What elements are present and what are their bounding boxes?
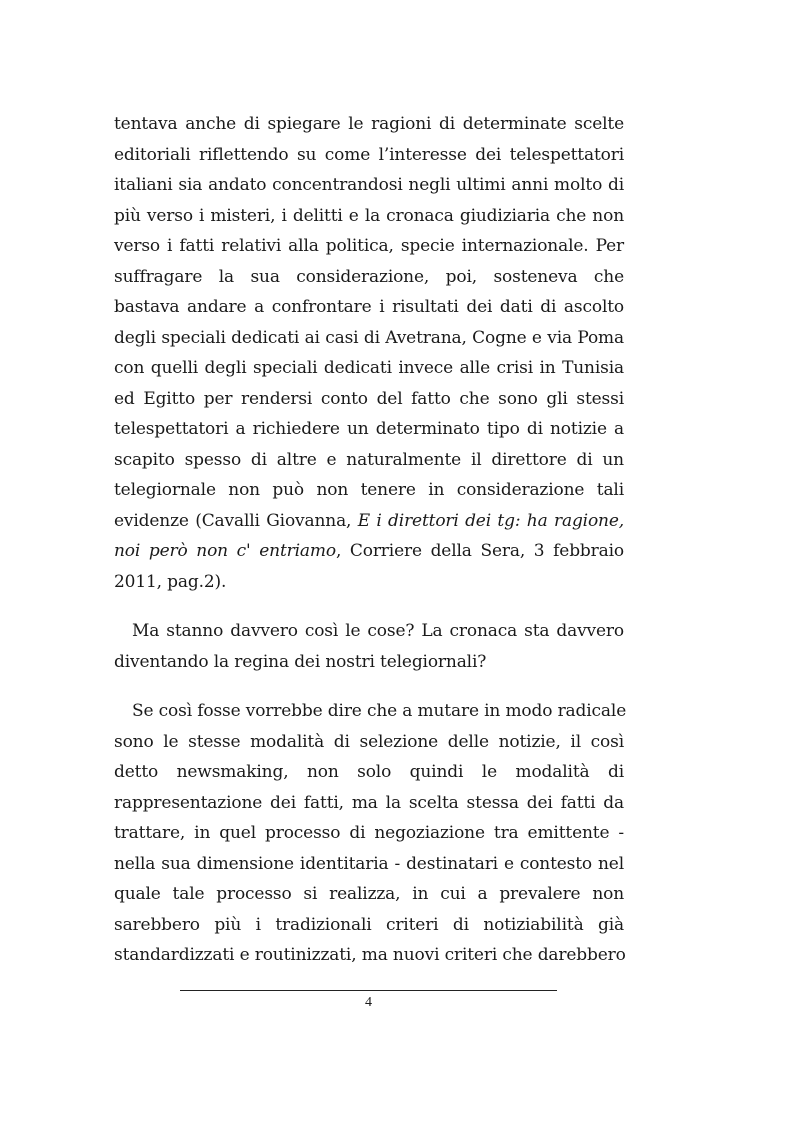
- paragraph-line: più verso i misteri, i delitti e la cronaca giudiziaria che non: [114, 205, 624, 226]
- citation-prefix: evidenze (Cavalli Giovanna,: [114, 510, 358, 531]
- footer-rule: [180, 990, 557, 991]
- citation-line: [114, 536, 624, 567]
- paragraph-line: nella sua dimensione identitaria - destinatari e contesto nel: [114, 853, 624, 874]
- paragraph-line: editoriali riflettendo su come l’interesse dei telespettatori: [114, 144, 624, 165]
- citation-line: [114, 506, 624, 537]
- paragraph-line: 2011, pag.2).: [114, 571, 227, 592]
- paragraph-line: trattare, in quel processo di negoziazione tra emittente -: [114, 823, 624, 843]
- citation-title-part-2: noi però non c' entriamo: [114, 541, 336, 561]
- paragraph-line: con quelli degli speciali dedicati invece alle crisi in Tunisia: [114, 358, 624, 378]
- paragraph-line: diventando la regina dei nostri telegiornali?: [114, 651, 487, 672]
- paragraph-line: telespettatori a richiedere un determinato tipo di notizie a: [114, 419, 624, 439]
- paragraph-line: scapito spesso di altre e naturalmente il direttore di un: [114, 449, 624, 470]
- paragraph-line: telegiornale non può non tenere in considerazione tali: [114, 480, 624, 500]
- paragraph-line: rappresentazione dei fatti, ma la scelta stessa dei fatti da: [114, 792, 624, 813]
- citation-source: , Corriere della Sera, 3 febbraio: [335, 541, 624, 561]
- paragraph-line: Ma stanno davvero così le cose? La cronaca sta davvero: [132, 621, 624, 641]
- citation-title-part-1: E i direttori dei tg: ha ragione,: [357, 510, 625, 531]
- paragraph-line: quale tale processo si realizza, in cui a prevalere non: [114, 884, 624, 904]
- paragraph-line: standardizzati e routinizzati, ma nuovi criteri che darebbero: [114, 945, 626, 965]
- paragraph-line: sono le stesse modalità di selezione delle notizie, il così: [114, 731, 624, 752]
- paragraph-line: detto newsmaking, non solo quindi le modalità di: [114, 762, 624, 782]
- paragraph-line: ed Egitto per rendersi conto del fatto che sono gli stessi: [114, 388, 624, 409]
- paragraph-line: bastava andare a confrontare i risultati dei dati di ascolto: [114, 297, 624, 317]
- paragraph-3: [114, 696, 627, 971]
- paragraph-line: italiani sia andato concentrandosi negli ultimi anni molto di: [114, 175, 624, 195]
- paragraph-line: verso i fatti relativi alla politica, specie internazionale. Per: [114, 236, 624, 256]
- paragraph-line: Se così fosse vorrebbe dire che a mutare in modo radicale: [132, 701, 627, 721]
- paragraph-2: [114, 616, 624, 677]
- paragraph-line: sarebbero più i tradizionali criteri di notiziabilità già: [114, 914, 624, 935]
- paragraph-line: tentava anche di spiegare le ragioni di determinate scelte: [114, 114, 624, 134]
- paragraph-1: [114, 109, 624, 597]
- paragraph-line: suffragare la sua considerazione, poi, sosteneva che: [114, 266, 624, 287]
- paragraph-line: degli speciali dedicati ai casi di Avetrana, Cogne e via Poma: [114, 327, 624, 348]
- page-number: 4: [365, 995, 372, 1010]
